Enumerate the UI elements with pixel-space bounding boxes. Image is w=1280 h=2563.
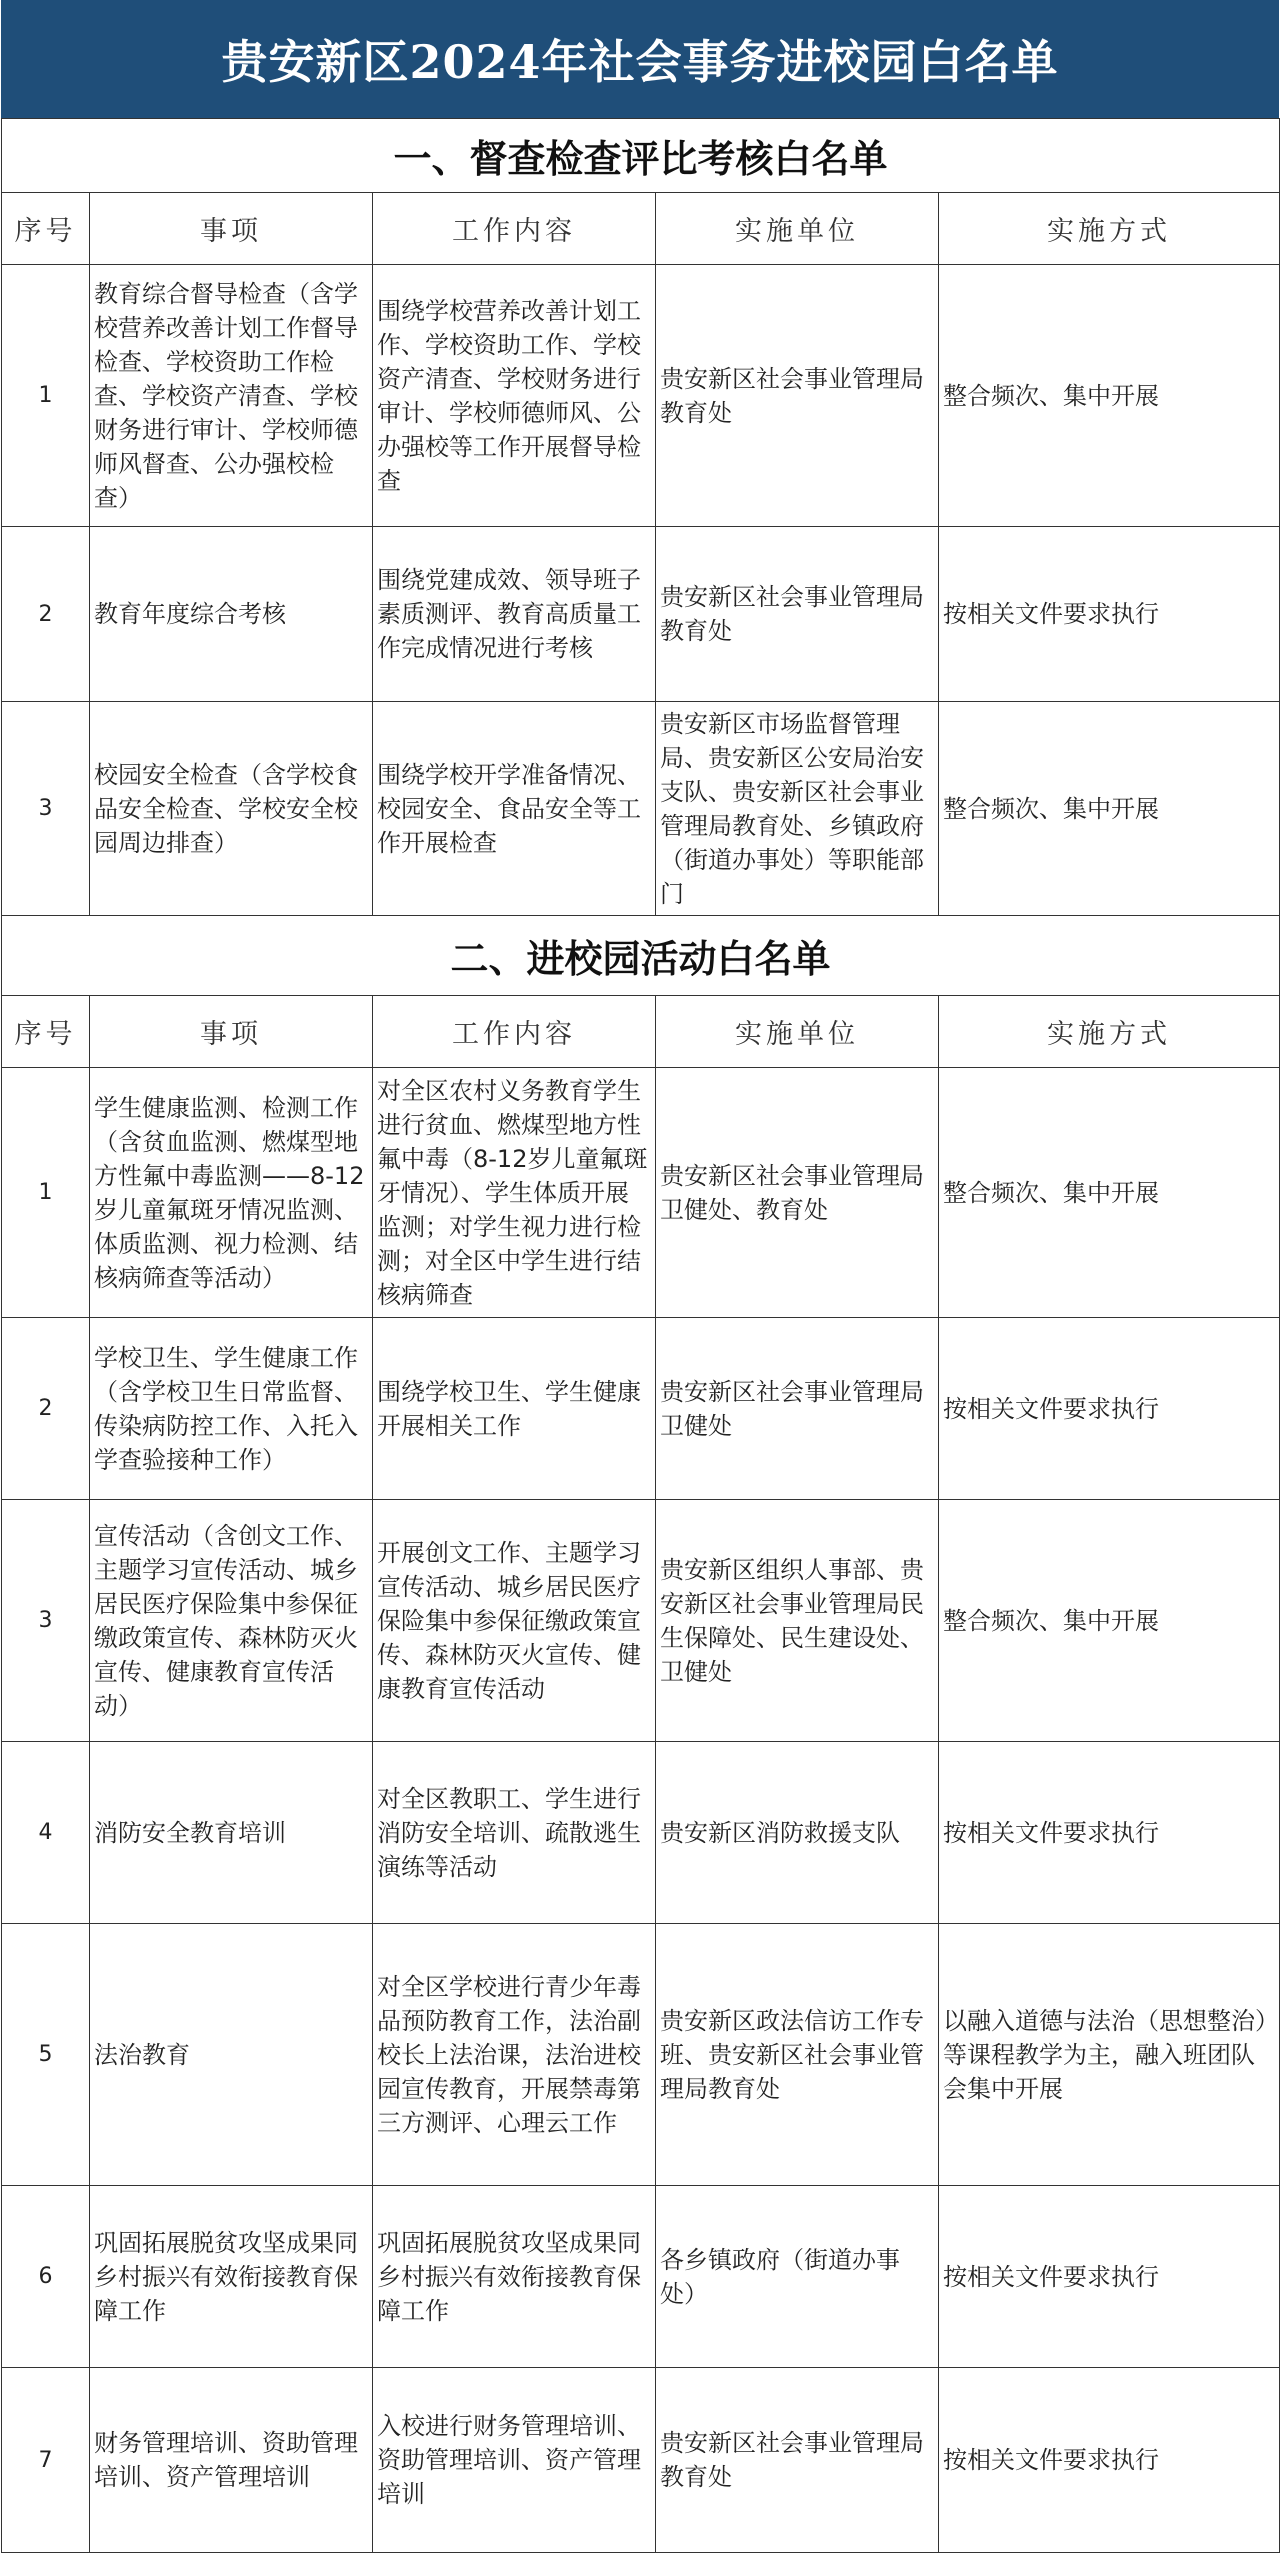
row-unit: 贵安新区消防救援支队 [656, 1742, 939, 1924]
row-no: 7 [2, 2368, 90, 2553]
row-item: 消防安全教育培训 [90, 1742, 373, 1924]
table-row [2, 1068, 1280, 1318]
row-content: 开展创文工作、主题学习宣传活动、城乡居民医疗保险集中参保征缴政策宣传、森林防灭火宣传、健康教育宣传活动 [373, 1500, 656, 1742]
row-content: 巩固拓展脱贫攻坚成果同乡村振兴有效衔接教育保障工作 [373, 2186, 656, 2368]
header-content: 工作内容 [373, 193, 656, 265]
row-method: 整合频次、集中开展 [939, 1500, 1280, 1742]
table-row [2, 2186, 1280, 2368]
page-title: 贵安新区2024年社会事务进校园白名单 [1, 0, 1279, 118]
header-method: 实施方式 [939, 193, 1280, 265]
row-unit: 贵安新区社会事业管理局卫健处 [656, 1318, 939, 1500]
row-no: 2 [2, 1318, 90, 1500]
row-no: 4 [2, 1742, 90, 1924]
row-item: 教育年度综合考核 [90, 527, 373, 702]
row-content: 对全区教职工、学生进行消防安全培训、疏散逃生演练等活动 [373, 1742, 656, 1924]
row-unit: 贵安新区社会事业管理局教育处 [656, 2368, 939, 2553]
row-unit: 各乡镇政府（街道办事处） [656, 2186, 939, 2368]
row-content: 对全区学校进行青少年毒品预防教育工作，法治副校长上法治课，法治进校园宣传教育，开展禁毒第三方测评、心理云工作 [373, 1924, 656, 2186]
row-content: 围绕党建成效、领导班子素质测评、教育高质量工作完成情况进行考核 [373, 527, 656, 702]
table-row [2, 2368, 1280, 2553]
table-row [2, 1500, 1280, 1742]
header-no: 序号 [2, 193, 90, 265]
row-unit: 贵安新区市场监督管理局、贵安新区公安局治安支队、贵安新区社会事业管理局教育处、乡镇政府（街道办事处）等职能部门 [656, 702, 939, 916]
row-unit: 贵安新区社会事业管理局卫健处、教育处 [656, 1068, 939, 1318]
row-item: 校园安全检查（含学校食品安全检查、学校安全校园周边排查） [90, 702, 373, 916]
row-unit: 贵安新区社会事业管理局教育处 [656, 265, 939, 527]
row-method: 整合频次、集中开展 [939, 1068, 1280, 1318]
header-unit: 实施单位 [656, 193, 939, 265]
row-item: 宣传活动（含创文工作、主题学习宣传活动、城乡居民医疗保险集中参保征缴政策宣传、森林防灭火宣传、健康教育宣传活动） [90, 1500, 373, 1742]
header-unit: 实施单位 [656, 996, 939, 1068]
row-content: 围绕学校卫生、学生健康开展相关工作 [373, 1318, 656, 1500]
header-row-1 [2, 193, 1280, 265]
row-item: 学生健康监测、检测工作（含贫血监测、燃煤型地方性氟中毒监测——8-12岁儿童氟斑牙情况监测、体质监测、视力检测、结核病筛查等活动） [90, 1068, 373, 1318]
row-method: 按相关文件要求执行 [939, 2186, 1280, 2368]
row-item: 财务管理培训、资助管理培训、资产管理培训 [90, 2368, 373, 2553]
table-row [2, 1742, 1280, 1924]
header-row-2 [2, 996, 1280, 1068]
row-method: 按相关文件要求执行 [939, 527, 1280, 702]
row-no: 5 [2, 1924, 90, 2186]
row-content: 入校进行财务管理培训、资助管理培训、资产管理培训 [373, 2368, 656, 2553]
row-no: 1 [2, 265, 90, 527]
header-content: 工作内容 [373, 996, 656, 1068]
row-content: 围绕学校开学准备情况、校园安全、食品安全等工作开展检查 [373, 702, 656, 916]
row-content: 对全区农村义务教育学生进行贫血、燃煤型地方性氟中毒（8-12岁儿童氟斑牙情况）、学生体质开展监测；对学生视力进行检测；对全区中学生进行结核病筛查 [373, 1068, 656, 1318]
row-item: 法治教育 [90, 1924, 373, 2186]
row-method: 整合频次、集中开展 [939, 702, 1280, 916]
table-row [2, 702, 1280, 916]
table-row [2, 1924, 1280, 2186]
row-item: 教育综合督导检查（含学校营养改善计划工作督导检查、学校资助工作检查、学校资产清查、学校财务进行审计、学校师德师风督查、公办强校检查） [90, 265, 373, 527]
row-no: 3 [2, 1500, 90, 1742]
whitelist-table [1, 118, 1280, 2553]
row-no: 3 [2, 702, 90, 916]
header-item: 事项 [90, 996, 373, 1068]
table-row [2, 265, 1280, 527]
table-row [2, 1318, 1280, 1500]
header-item: 事项 [90, 193, 373, 265]
row-no: 2 [2, 527, 90, 702]
row-item: 学校卫生、学生健康工作（含学校卫生日常监督、传染病防控工作、入托入学查验接种工作） [90, 1318, 373, 1500]
row-method: 整合频次、集中开展 [939, 265, 1280, 527]
row-unit: 贵安新区组织人事部、贵安新区社会事业管理局民生保障处、民生建设处、卫健处 [656, 1500, 939, 1742]
row-method: 以融入道德与法治（思想整治）等课程教学为主，融入班团队会集中开展 [939, 1924, 1280, 2186]
row-content: 围绕学校营养改善计划工作、学校资助工作、学校资产清查、学校财务进行审计、学校师德师风、公办强校等工作开展督导检查 [373, 265, 656, 527]
section-title-1: 一、督查检查评比考核白名单 [2, 119, 1280, 193]
row-no: 6 [2, 2186, 90, 2368]
section-title-2: 二、进校园活动白名单 [2, 916, 1280, 996]
row-no: 1 [2, 1068, 90, 1318]
row-method: 按相关文件要求执行 [939, 1318, 1280, 1500]
row-unit: 贵安新区社会事业管理局教育处 [656, 527, 939, 702]
row-method: 按相关文件要求执行 [939, 1742, 1280, 1924]
row-method: 按相关文件要求执行 [939, 2368, 1280, 2553]
row-item: 巩固拓展脱贫攻坚成果同乡村振兴有效衔接教育保障工作 [90, 2186, 373, 2368]
header-method: 实施方式 [939, 996, 1280, 1068]
header-no: 序号 [2, 996, 90, 1068]
table-row [2, 527, 1280, 702]
document-page [1, 0, 1279, 2553]
row-unit: 贵安新区政法信访工作专班、贵安新区社会事业管理局教育处 [656, 1924, 939, 2186]
